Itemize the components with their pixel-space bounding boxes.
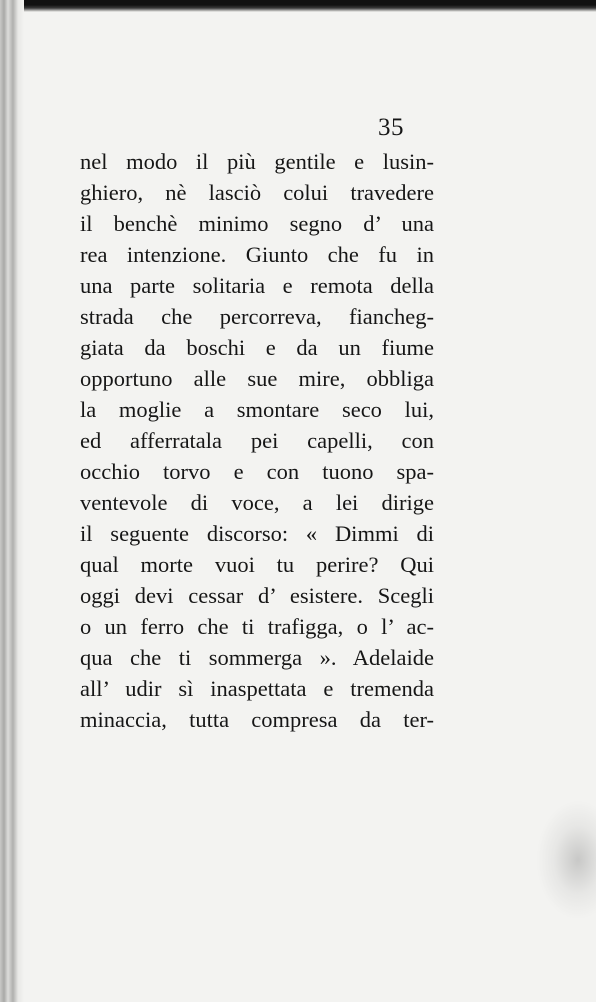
- text-line: oggi devi cessar d’ esistere. Scegli: [80, 583, 434, 608]
- text-line: ventevole di voce, a lei dirige: [80, 490, 434, 515]
- page-number: 35: [378, 114, 404, 141]
- text-line: occhio torvo e con tuono spa-: [80, 459, 434, 484]
- page-stain: [536, 800, 596, 920]
- text-line: qua che ti sommerga ». Adelaide: [80, 645, 434, 670]
- text-line: nel modo il più gentile e lusin-: [80, 149, 434, 174]
- page-binding-edge: [0, 0, 24, 1002]
- text-line: giata da boschi e da un fiume: [80, 335, 434, 360]
- text-line: il benchè minimo segno d’ una: [80, 211, 434, 236]
- text-line: ghiero, nè lasciò colui travedere: [80, 180, 434, 205]
- text-line: una parte solitaria e remota della: [80, 273, 434, 298]
- body-text: [80, 146, 434, 735]
- text-line: minaccia, tutta compresa da ter-: [80, 707, 434, 732]
- text-line: ed afferratala pei capelli, con: [80, 428, 434, 453]
- text-line: il seguente discorso: « Dimmi di: [80, 521, 434, 546]
- text-line: qual morte vuoi tu perire? Qui: [80, 552, 434, 577]
- text-line: o un ferro che ti trafigga, o l’ ac-: [80, 614, 434, 639]
- text-line: strada che percorreva, fiancheg-: [80, 304, 434, 329]
- text-line: rea intenzione. Giunto che fu in: [80, 242, 434, 267]
- text-line: all’ udir sì inaspettata e tremenda: [80, 676, 434, 701]
- text-line: opportuno alle sue mire, obbliga: [80, 366, 434, 391]
- text-line: la moglie a smontare seco lui,: [80, 397, 434, 422]
- page-top-edge: [0, 0, 596, 12]
